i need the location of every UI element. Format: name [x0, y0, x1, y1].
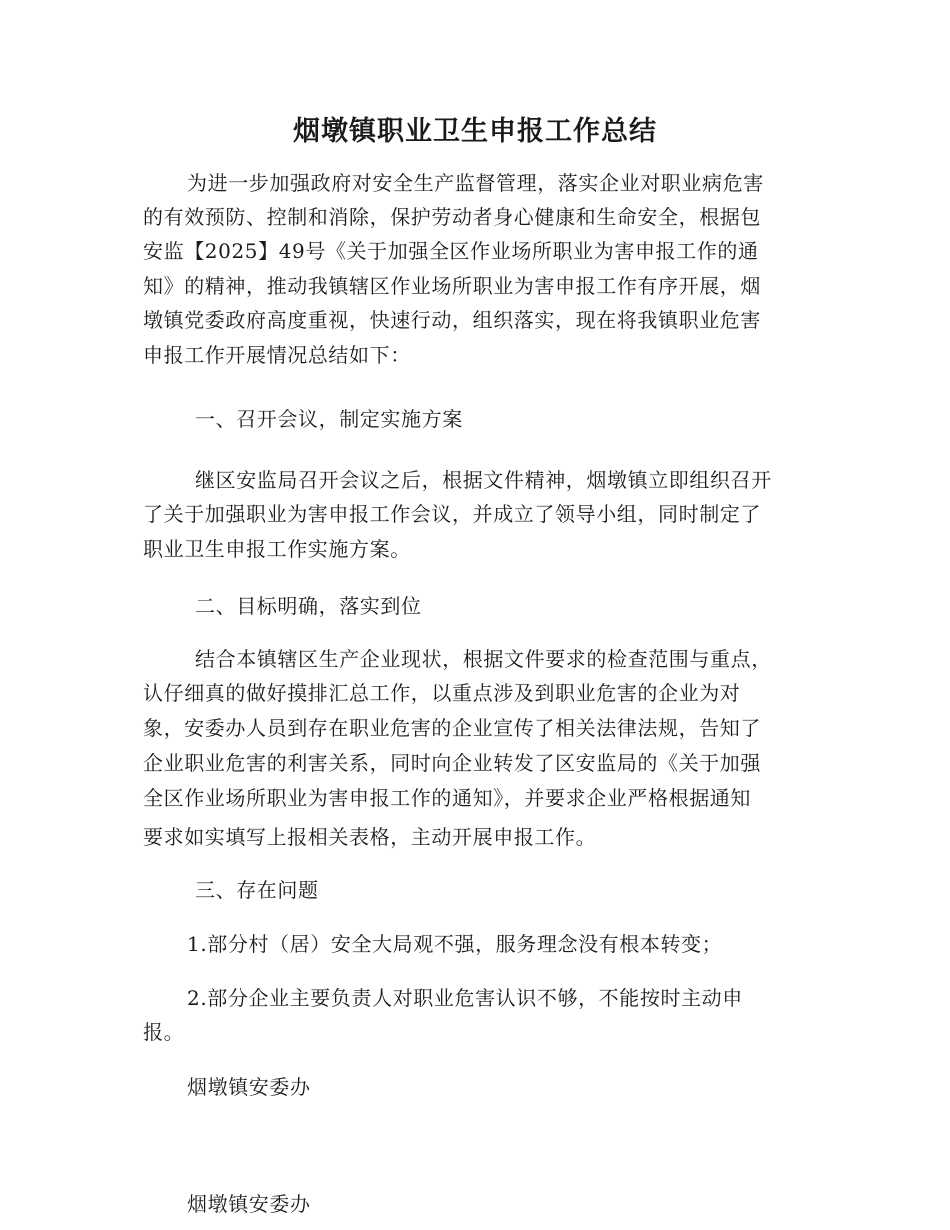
section2-line: 象，安委办人员到存在职业危害的企业宣传了相关法律法规，告知了 [143, 716, 761, 740]
signature-organization: 烟墩镇安委办 [187, 1192, 311, 1216]
intro-line: 申报工作开展情况总结如下： [143, 343, 411, 367]
section1-line: 职业卫生申报工作实施方案。 [143, 537, 411, 561]
intro-line: 知》的精神，推动我镇辖区作业场所职业为害申报工作有序开展，烟 [143, 274, 761, 298]
signature-organization: 烟墩镇安委办 [187, 1075, 311, 1099]
document-title: 烟墩镇职业卫生申报工作总结 [293, 116, 657, 147]
section-heading: 一、召开会议，制定实施方案 [195, 407, 463, 431]
intro-line: 安监【2025】49号《关于加强全区作业场所职业为害申报工作的通 [143, 239, 759, 263]
intro-line: 墩镇党委政府高度重视，快速行动，组织落实，现在将我镇职业危害 [143, 308, 761, 332]
issue-item-continuation: 报。 [143, 1020, 185, 1044]
section2-line: 全区作业场所职业为害申报工作的通知》，并要求企业严格根据通知 [143, 786, 751, 810]
section2-line: 要求如实填写上报相关表格，主动开展申报工作。 [143, 825, 597, 849]
section1-line: 了关于加强职业为害申报工作会议，并成立了领导小组，同时制定了 [143, 502, 761, 526]
section2-line: 企业职业危害的利害关系，同时向企业转发了区安监局的《关于加强 [143, 751, 761, 775]
section2-line: 结合本镇辖区生产企业现状，根据文件要求的检查范围与重点， [195, 647, 772, 671]
intro-line: 的有效预防、控制和消除，保护劳动者身心健康和生命安全，根据包 [143, 205, 761, 229]
issue-item: 1.部分村（居）安全大局观不强，服务理念没有根本转变； [187, 932, 723, 956]
section1-line: 继区安监局召开会议之后，根据文件精神，烟墩镇立即组织召开 [195, 468, 772, 492]
section-heading: 二、目标明确，落实到位 [195, 594, 422, 618]
section2-line: 认仔细真的做好摸排汇总工作，以重点涉及到职业危害的企业为对 [143, 681, 741, 705]
section-heading: 三、存在问题 [195, 878, 319, 902]
intro-line: 为进一步加强政府对安全生产监督管理，落实企业对职业病危害 [187, 171, 764, 195]
issue-item: 2.部分企业主要负责人对职业危害认识不够，不能按时主动申 [187, 986, 743, 1010]
